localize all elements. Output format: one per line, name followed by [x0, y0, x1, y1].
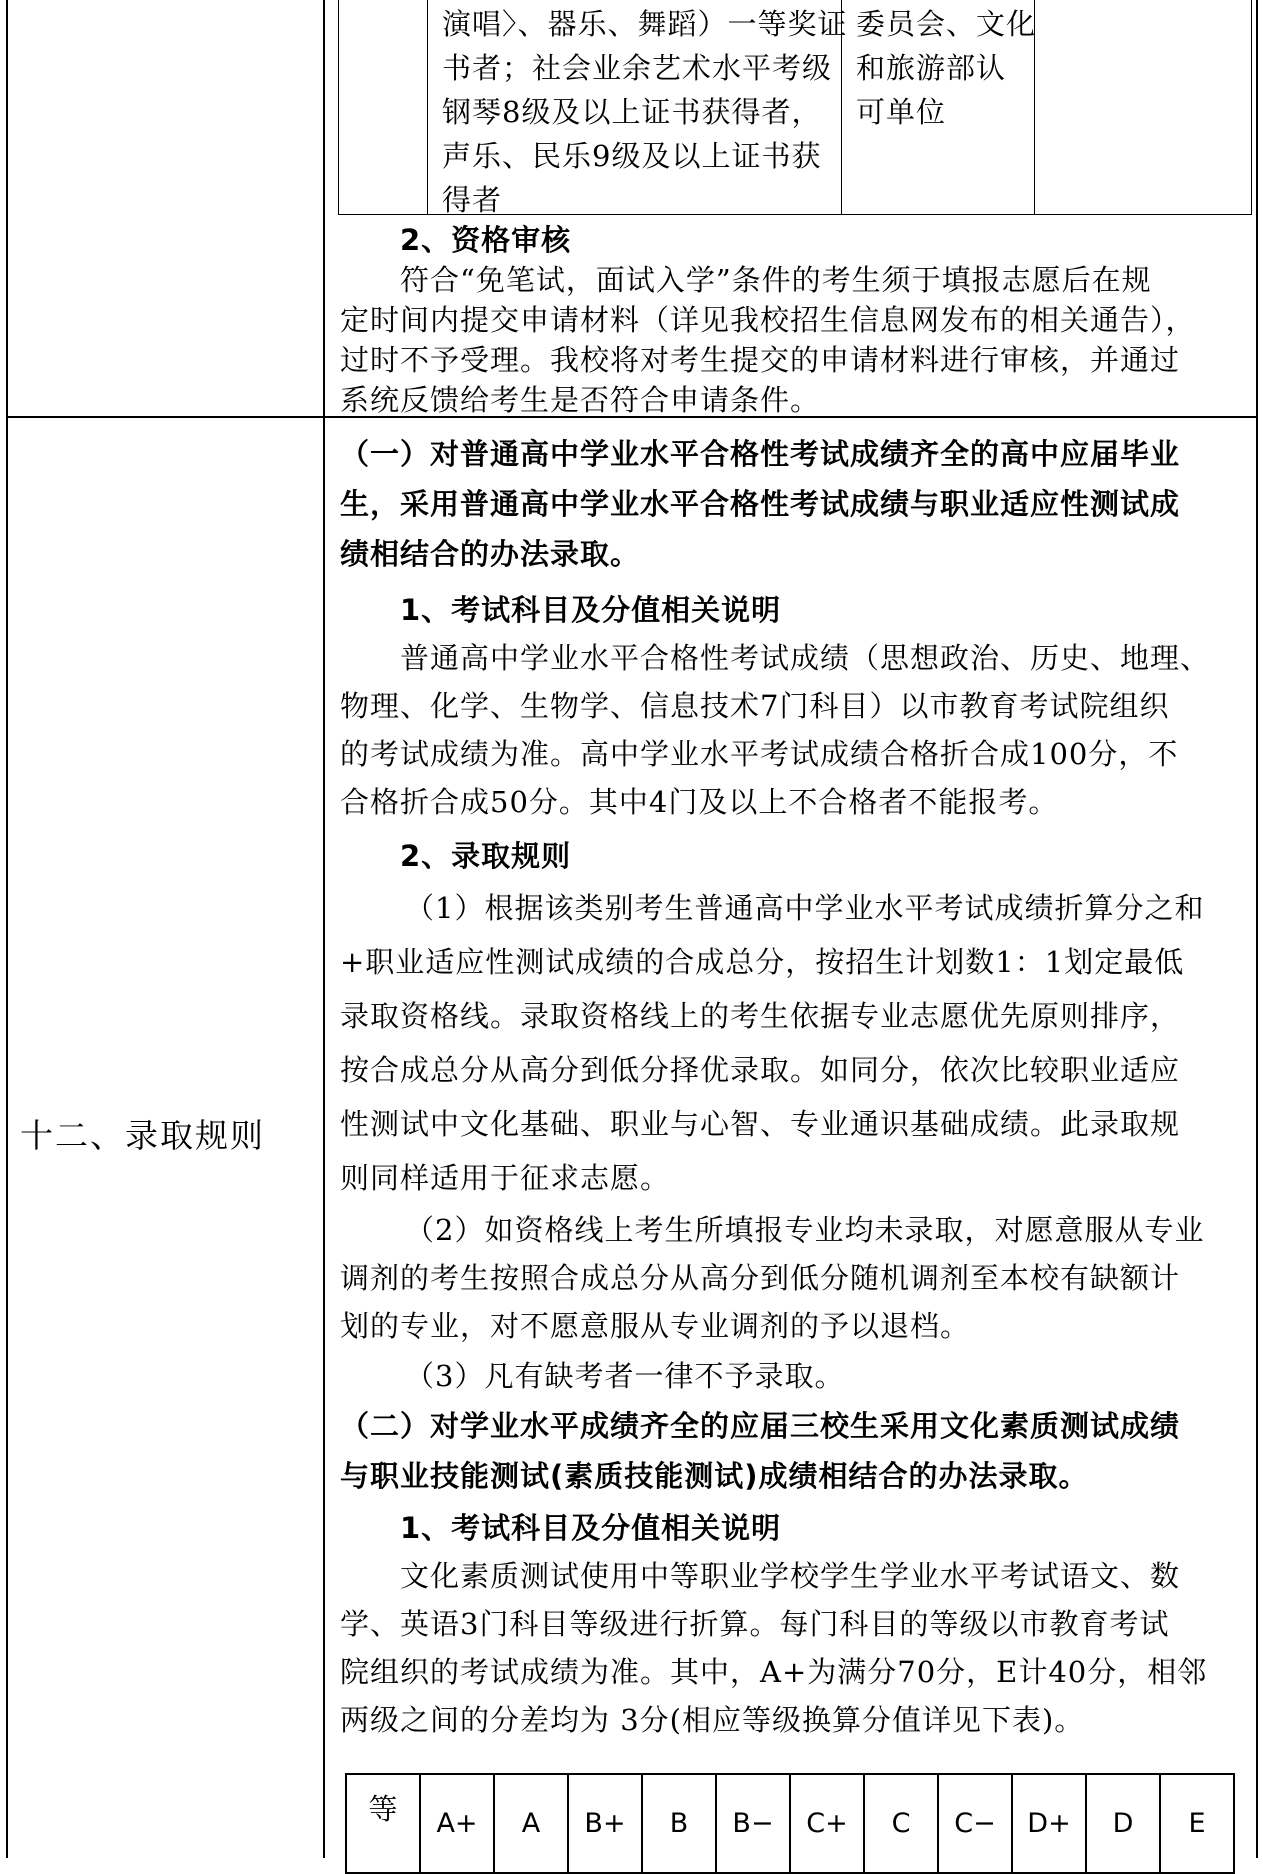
grade-cell: B+: [568, 1774, 642, 1873]
part1-heading-line: 生，采用普通高中学业水平合格性考试成绩与职业适应性测试成: [340, 487, 1181, 521]
part1-sub1-line: 普通高中学业水平合格性考试成绩（思想政治、历史、地理、: [400, 641, 1211, 675]
grade-table-row: [346, 1774, 1234, 1873]
inner-cell-line: 书者；社会业余艺术水平考级: [442, 51, 833, 85]
grade-cell: B: [642, 1774, 716, 1873]
rule1-line: +职业适应性测试成绩的合成总分，按招生计划数1：1划定最低: [340, 945, 1185, 979]
grade-cell: D+: [1012, 1774, 1086, 1873]
part1-sub1-line: 合格折合成50分。其中4门及以上不合格者不能报考。: [340, 785, 1059, 819]
part2-sub1-line: 学、英语3门科目等级进行折算。每门科目的等级以市教育考试: [340, 1607, 1170, 1641]
rule1-line: 性测试中文化基础、职业与心智、专业通识基础成绩。此录取规: [340, 1107, 1181, 1141]
inner-cell-line: 演唱〉、器乐、舞蹈）一等奖证: [442, 7, 848, 41]
part2-sub1-heading: 1、考试科目及分值相关说明: [400, 1511, 782, 1545]
part2-sub1-line: 文化素质测试使用中等职业学校学生学业水平考试语文、数: [400, 1559, 1181, 1593]
qualification-line: 过时不予受理。我校将对考生提交的申请材料进行审核，并通过: [340, 343, 1181, 377]
qualification-heading: 2、资格审核: [400, 223, 572, 257]
table-left-border: [6, 0, 8, 1858]
rule2-line: 调剂的考生按照合成总分从高分到低分随机调剂至本校有缺额计: [340, 1261, 1181, 1295]
inner-cell-line: 钢琴8级及以上证书获得者，: [442, 95, 822, 129]
inner-cell-line: 声乐、民乐9级及以上证书获: [442, 139, 822, 173]
inner-cell-right: [856, 2, 1036, 134]
table-divider: [323, 0, 325, 1858]
section-label: 十二、录取规则: [20, 1116, 265, 1155]
grade-cell: A: [494, 1774, 568, 1873]
grade-table: [345, 1773, 1235, 1874]
grade-cell: A+: [420, 1774, 494, 1873]
inner-table-col1: [427, 0, 428, 215]
qualification-line: 符合“免笔试，面试入学”条件的考生须于填报志愿后在规: [400, 263, 1152, 297]
part1-sub1-line: 物理、化学、生物学、信息技术7门科目）以市教育考试院组织: [340, 689, 1170, 723]
part2-sub1-line: 院组织的考试成绩为准。其中，A+为满分70分，E计40分，相邻: [340, 1655, 1208, 1689]
inner-cell-line: 委员会、文化: [856, 7, 1037, 41]
rule1-line: 录取资格线。录取资格线上的考生依据专业志愿优先原则排序，: [340, 999, 1181, 1033]
grade-table-first-cell: 等: [346, 1774, 420, 1873]
part2-heading-line: （二）对学业水平成绩齐全的应届三校生采用文化素质测试成绩: [340, 1409, 1181, 1443]
inner-table-left: [338, 0, 339, 215]
part1-heading-line: 绩相结合的办法录取。: [340, 537, 641, 571]
part2-heading-line: 与职业技能测试(素质技能测试)成绩相结合的办法录取。: [340, 1459, 1089, 1493]
part2-sub1-line: 两级之间的分差均为 3分(相应等级换算分值详见下表)。: [340, 1703, 1085, 1737]
inner-cell-line: 可单位: [856, 95, 947, 129]
grade-cell: B−: [716, 1774, 790, 1873]
part1-sub1-heading: 1、考试科目及分值相关说明: [400, 593, 782, 627]
rule3-line: （3）凡有缺考者一律不予录取。: [405, 1359, 845, 1393]
rule2-line: （2）如资格线上考生所填报专业均未录取，对愿意服从专业: [405, 1213, 1205, 1247]
grade-cell: C+: [790, 1774, 864, 1873]
inner-cell-line: 和旅游部认: [856, 51, 1007, 85]
qualification-line: 定时间内提交申请材料（详见我校招生信息网发布的相关通告），: [340, 303, 1196, 337]
grade-cell: E: [1160, 1774, 1234, 1873]
table-right-border: [1256, 0, 1258, 1858]
grade-cell: C−: [938, 1774, 1012, 1873]
rule1-line: （1）根据该类别考生普通高中学业水平考试成绩折算分之和: [405, 891, 1205, 925]
rule1-line: 按合成总分从高分到低分择优录取。如同分，依次比较职业适应: [340, 1053, 1181, 1087]
grade-cell: C: [864, 1774, 938, 1873]
part1-heading-line: （一）对普通高中学业水平合格性考试成绩齐全的高中应届毕业: [340, 437, 1181, 471]
part1-sub2-heading: 2、录取规则: [400, 839, 572, 873]
grade-cell: D: [1086, 1774, 1160, 1873]
inner-cell-line: 得者: [442, 183, 503, 217]
inner-table-right: [1251, 0, 1252, 215]
inner-cell-mid: [442, 2, 848, 222]
qualification-line: 系统反馈给考生是否符合申请条件。: [340, 383, 821, 417]
part1-sub1-line: 的考试成绩为准。高中学业水平考试成绩合格折合成100分，不: [340, 737, 1179, 771]
rule2-line: 划的专业，对不愿意服从专业调剂的予以退档。: [340, 1309, 971, 1343]
rule1-line: 则同样适用于征求志愿。: [340, 1161, 671, 1195]
